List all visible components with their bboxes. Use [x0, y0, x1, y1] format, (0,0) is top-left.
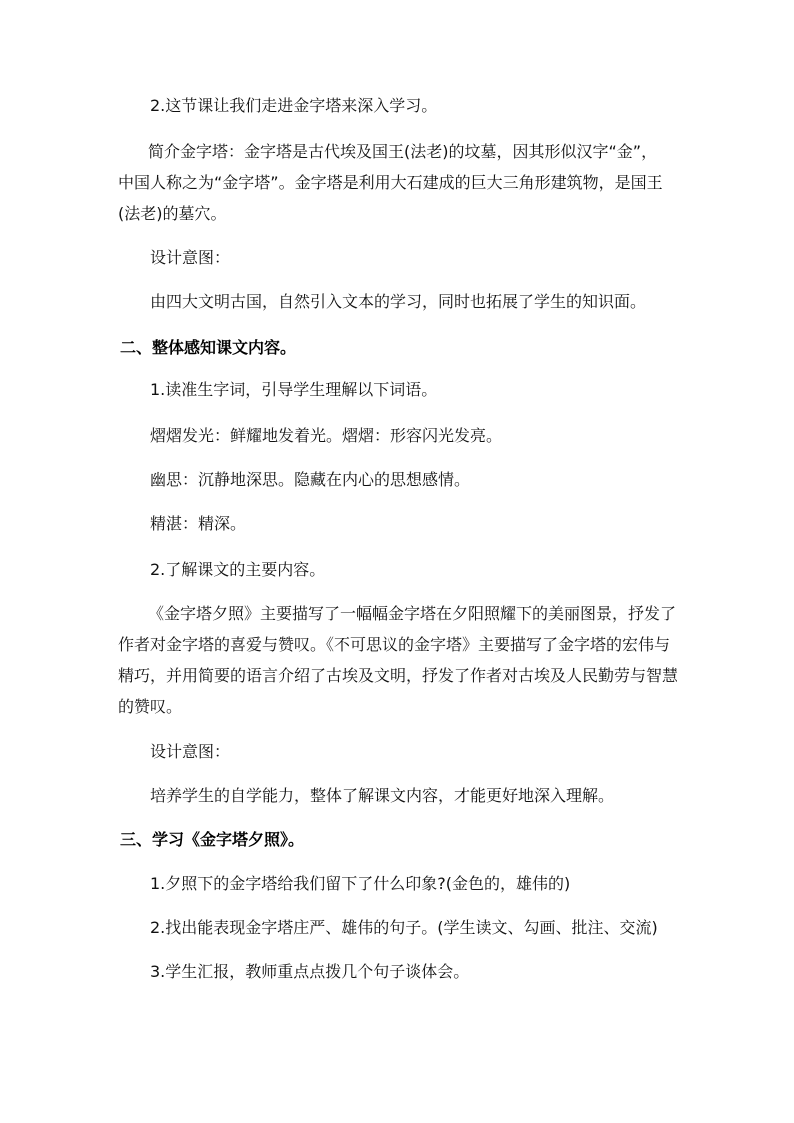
design-intent-label: 设计意图： — [150, 248, 231, 267]
paragraph-pyramid-introduction — [118, 136, 678, 229]
section-heading-study-pyramid-sunset: 三、学习《金字塔夕照》。 — [120, 830, 305, 849]
paragraph-line: 中国人称之为“金字塔”。金字塔是利用大石建成的巨大三角形建筑物，是国王 — [118, 173, 663, 192]
paragraph-vocabulary-task: 1.读准生字词，引导学生理解以下词语。 — [150, 380, 438, 399]
design-intent-text: 培养学生的自学能力，整体了解课文内容，才能更好地深入理解。 — [150, 786, 615, 805]
question-item: 2.找出能表现金字塔庄严、雄伟的句子。(学生读文、勾画、批注、交流) — [150, 918, 658, 937]
question-item: 3.学生汇报，教师重点点拨几个句子谈体会。 — [150, 962, 470, 981]
paragraph-line: 简介金字塔：金字塔是古代埃及国王(法老)的坟墓，因其形似汉字“金”， — [148, 142, 658, 161]
vocabulary-item: 幽思：沉静地深思。隐藏在内心的思想感情。 — [150, 470, 471, 489]
paragraph-line: 《金字塔夕照》主要描写了一幅幅金字塔在夕阳照耀下的美丽图景，抒发了 — [148, 604, 677, 623]
paragraph-text-summary — [118, 598, 678, 722]
paragraph-main-content-task: 2.了解课文的主要内容。 — [150, 560, 326, 579]
design-intent-label: 设计意图： — [150, 742, 231, 761]
vocabulary-item: 熠熠发光：鲜耀地发着光。熠熠：形容闪光发亮。 — [150, 426, 503, 445]
question-item: 1.夕照下的金字塔给我们留下了什么印象?(金色的，雄伟的) — [150, 874, 571, 893]
paragraph-line: (法老)的墓穴。 — [118, 204, 227, 223]
paragraph-line: 的赞叹。 — [118, 697, 183, 716]
design-intent-text: 由四大文明古国，自然引入文本的学习，同时也拓展了学生的知识面。 — [150, 292, 647, 311]
vocabulary-item: 精湛：精深。 — [150, 514, 247, 533]
paragraph-lesson-intro: 2.这节课让我们走进金字塔来深入学习。 — [150, 96, 438, 115]
paragraph-line: 精巧，并用简要的语言介绍了古埃及文明，抒发了作者对古埃及人民勤劳与智慧 — [118, 666, 679, 685]
section-heading-overall-perception: 二、整体感知课文内容。 — [120, 338, 297, 357]
paragraph-line: 作者对金字塔的喜爱与赞叹。《不可思议的金字塔》主要描写了金字塔的宏伟与 — [118, 635, 671, 654]
